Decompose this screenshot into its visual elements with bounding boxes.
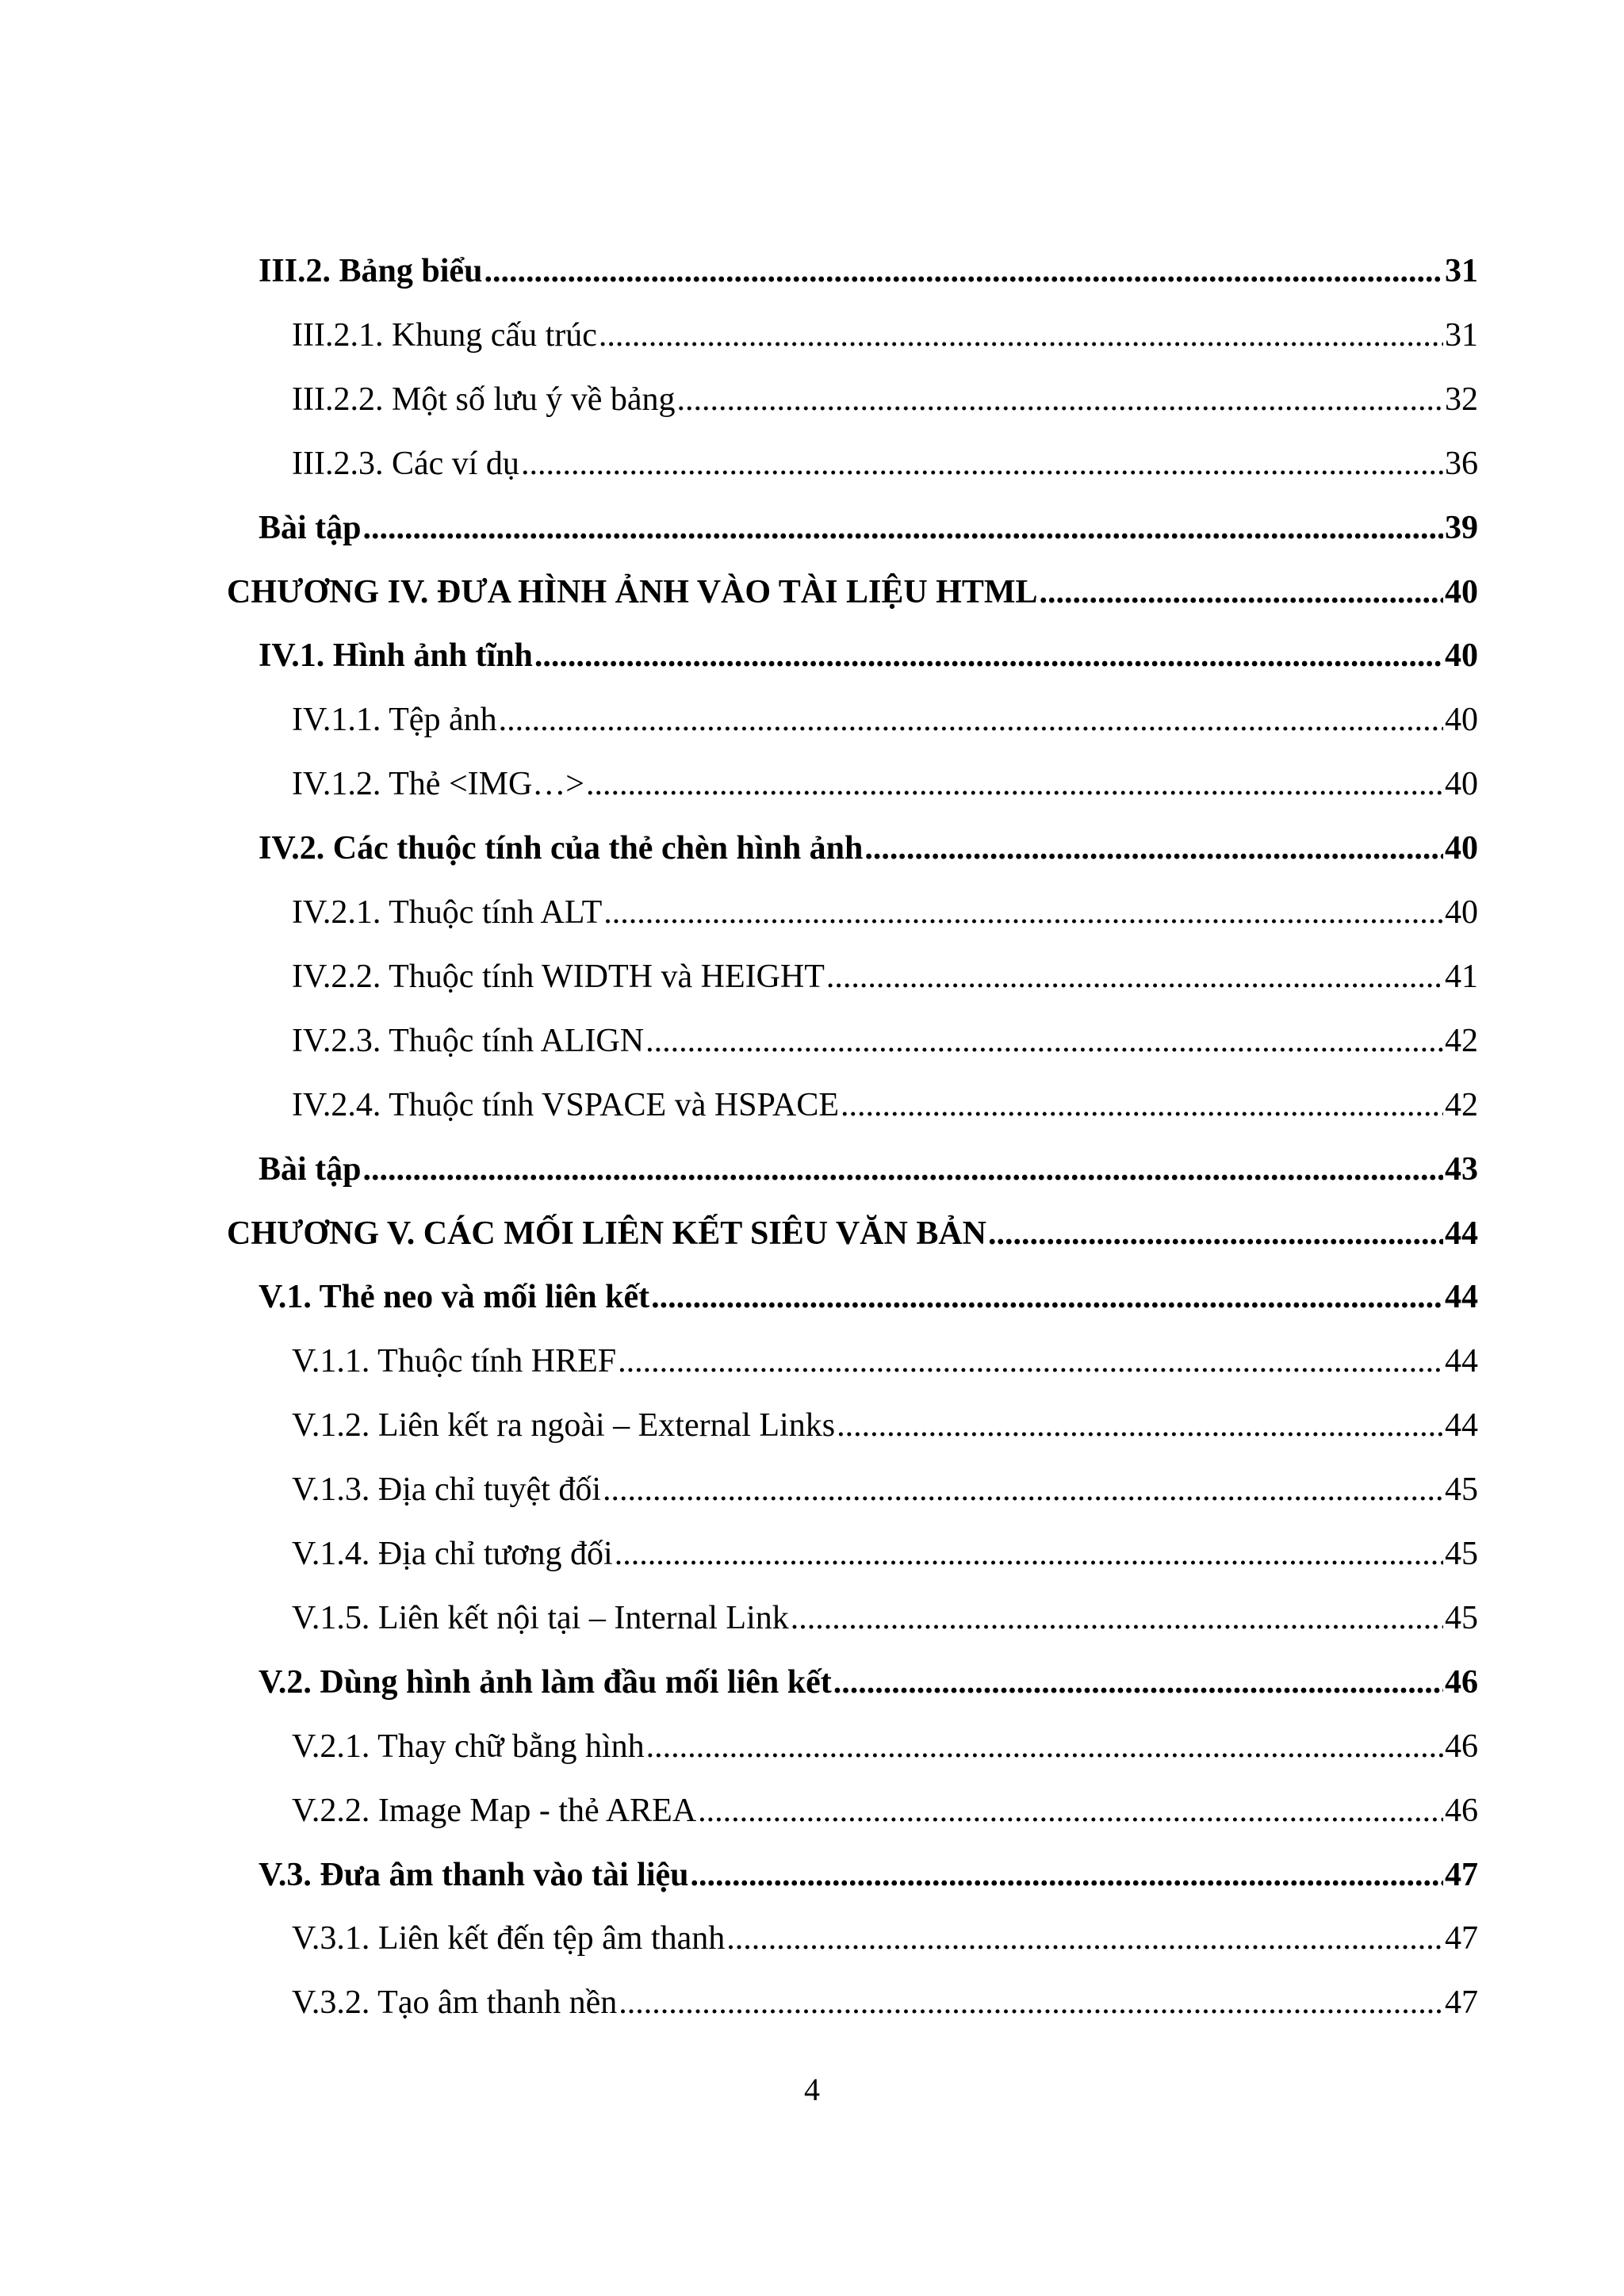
toc-entry-page-number: 41 [1445, 959, 1478, 995]
toc-entry[interactable] [259, 825, 1478, 872]
dot-leader [618, 1337, 1443, 1385]
toc-entry[interactable] [292, 440, 1478, 488]
toc-entry-title: IV.1.1. Tệp ảnh [292, 702, 497, 738]
toc-entry-page-number: 46 [1445, 1728, 1478, 1765]
toc-entry-title: III.2. Bảng biểu [259, 253, 483, 289]
toc-entry[interactable] [292, 1081, 1478, 1129]
dot-leader [791, 1594, 1443, 1642]
dot-leader [363, 1146, 1443, 1193]
dot-leader [615, 1530, 1443, 1578]
toc-entry-title: Bài tập [259, 1151, 362, 1188]
dot-leader [698, 1787, 1443, 1835]
toc-entry-title: V.2.1. Thay chữ bằng hình [292, 1728, 645, 1765]
toc-entry-page-number: 44 [1445, 1215, 1478, 1252]
toc-entry-title: III.2.1. Khung cấu trúc [292, 317, 597, 354]
toc-entry-title: IV.2.3. Thuộc tính ALIGN [292, 1023, 645, 1059]
dot-leader [599, 312, 1443, 359]
page-number: 4 [804, 2072, 820, 2107]
toc-entry-page-number: 45 [1445, 1600, 1478, 1636]
toc-entry-title: IV.1. Hình ảnh tĩnh [259, 637, 533, 674]
toc-entry[interactable] [292, 1787, 1478, 1835]
toc-entry-title: IV.2.1. Thuộc tính ALT [292, 894, 603, 931]
toc-entry-page-number: 36 [1445, 446, 1478, 482]
toc-entry[interactable] [259, 1659, 1478, 1706]
toc-entry-page-number: 47 [1445, 1984, 1478, 2021]
toc-entry-page-number: 45 [1445, 1536, 1478, 1572]
dot-leader [603, 1466, 1443, 1513]
toc-entry[interactable] [259, 632, 1478, 679]
toc-entry-page-number: 44 [1445, 1279, 1478, 1315]
dot-leader [499, 696, 1443, 744]
toc-entry-title: V.1. Thẻ neo và mối liên kết [259, 1279, 650, 1315]
dot-leader [363, 504, 1443, 552]
dot-leader [586, 760, 1443, 808]
toc-entry-page-number: 45 [1445, 1471, 1478, 1508]
toc-entry[interactable] [292, 889, 1478, 936]
toc-entry-page-number: 47 [1445, 1920, 1478, 1957]
toc-entry-title: CHƯƠNG V. CÁC MỐI LIÊN KẾT SIÊU VĂN BẢN [227, 1215, 987, 1252]
dot-leader [484, 247, 1443, 295]
toc-entry[interactable] [292, 1594, 1478, 1642]
dot-leader [1040, 568, 1443, 616]
toc-entry[interactable] [292, 1337, 1478, 1385]
dot-leader [646, 1723, 1443, 1770]
toc-entry-title: V.2. Dùng hình ảnh làm đầu mối liên kết [259, 1664, 832, 1701]
toc-entry-title: IV.2.2. Thuộc tính WIDTH và HEIGHT [292, 959, 825, 995]
toc-entry-page-number: 47 [1445, 1857, 1478, 1893]
toc-entry[interactable] [292, 696, 1478, 744]
toc-entry-title: V.1.2. Liên kết ra ngoài – External Links [292, 1407, 836, 1444]
toc-entry-page-number: 32 [1445, 381, 1478, 418]
toc-entry[interactable] [292, 1723, 1478, 1770]
dot-leader [651, 1273, 1443, 1321]
toc-entry-page-number: 40 [1445, 574, 1478, 610]
toc-entry[interactable] [292, 760, 1478, 808]
toc-entry-title: V.1.4. Địa chỉ tương đối [292, 1536, 613, 1572]
toc-entry-title: CHƯƠNG IV. ĐƯA HÌNH ẢNH VÀO TÀI LIỆU HTML [227, 574, 1038, 610]
dot-leader [988, 1210, 1443, 1257]
toc-entry-title: IV.2. Các thuộc tính của thẻ chèn hình ảnh [259, 830, 864, 867]
dot-leader [864, 825, 1443, 872]
toc-entry[interactable] [292, 1915, 1478, 1962]
toc-entry-title: IV.1.2. Thẻ <IMG…> [292, 766, 584, 802]
toc-entry-page-number: 42 [1445, 1087, 1478, 1123]
dot-leader [691, 1851, 1444, 1899]
toc-entry-title: V.1.5. Liên kết nội tại – Internal Link [292, 1600, 789, 1636]
toc-entry[interactable] [227, 568, 1478, 616]
toc-entry-title: Bài tập [259, 510, 362, 546]
dot-leader [726, 1915, 1443, 1962]
dot-leader [603, 889, 1443, 936]
toc-entry-page-number: 40 [1445, 702, 1478, 738]
toc-entry-page-number: 40 [1445, 830, 1478, 867]
dot-leader [619, 1979, 1443, 2026]
toc-entry[interactable] [259, 1273, 1478, 1321]
toc-entry-title: III.2.3. Các ví dụ [292, 446, 519, 482]
toc-entry-page-number: 40 [1445, 894, 1478, 931]
dot-leader [534, 632, 1443, 679]
toc-entry-page-number: 40 [1445, 637, 1478, 674]
toc-entry-title: V.3.1. Liên kết đến tệp âm thanh [292, 1920, 726, 1957]
toc-entry[interactable] [292, 1466, 1478, 1513]
toc-entry-title: V.3. Đưa âm thanh vào tài liệu [259, 1857, 689, 1893]
dot-leader [677, 376, 1443, 423]
dot-leader [521, 440, 1443, 488]
toc-entry[interactable] [292, 1017, 1478, 1065]
toc-entry-page-number: 40 [1445, 766, 1478, 802]
toc-entry[interactable] [259, 247, 1478, 295]
toc-entry[interactable] [292, 1979, 1478, 2026]
toc-entry[interactable] [292, 312, 1478, 359]
toc-entry[interactable] [292, 1402, 1478, 1449]
toc-entry[interactable] [292, 1530, 1478, 1578]
dot-leader [841, 1081, 1443, 1129]
toc-entry-title: V.1.3. Địa chỉ tuyệt đối [292, 1471, 602, 1508]
toc-entry[interactable] [259, 1851, 1478, 1899]
toc-entry-page-number: 44 [1445, 1343, 1478, 1380]
toc-entry-page-number: 31 [1445, 317, 1478, 354]
toc-entry-title: IV.2.4. Thuộc tính VSPACE và HSPACE [292, 1087, 840, 1123]
toc-entry-page-number: 39 [1445, 510, 1478, 546]
dot-leader [826, 953, 1443, 1001]
toc-entry-page-number: 46 [1445, 1664, 1478, 1701]
toc-entry-title: III.2.2. Một số lưu ý về bảng [292, 381, 676, 418]
toc-entry-page-number: 44 [1445, 1407, 1478, 1444]
dot-leader [645, 1017, 1443, 1065]
toc-entry-page-number: 31 [1445, 253, 1478, 289]
toc-entry[interactable] [227, 1210, 1478, 1257]
toc-entry-page-number: 46 [1445, 1793, 1478, 1829]
dot-leader [833, 1659, 1443, 1706]
toc-entry[interactable] [259, 1146, 1478, 1193]
toc-entry[interactable] [292, 953, 1478, 1001]
toc-entry[interactable] [259, 504, 1478, 552]
toc-entry-title: V.3.2. Tạo âm thanh nền [292, 1984, 618, 2021]
toc-entry-page-number: 43 [1445, 1151, 1478, 1188]
toc-entry-title: V.2.2. Image Map - thẻ AREA [292, 1793, 697, 1829]
toc-entry-page-number: 42 [1445, 1023, 1478, 1059]
dot-leader [837, 1402, 1443, 1449]
toc-entry-title: V.1.1. Thuộc tính HREF [292, 1343, 617, 1380]
toc-entry[interactable] [292, 376, 1478, 423]
